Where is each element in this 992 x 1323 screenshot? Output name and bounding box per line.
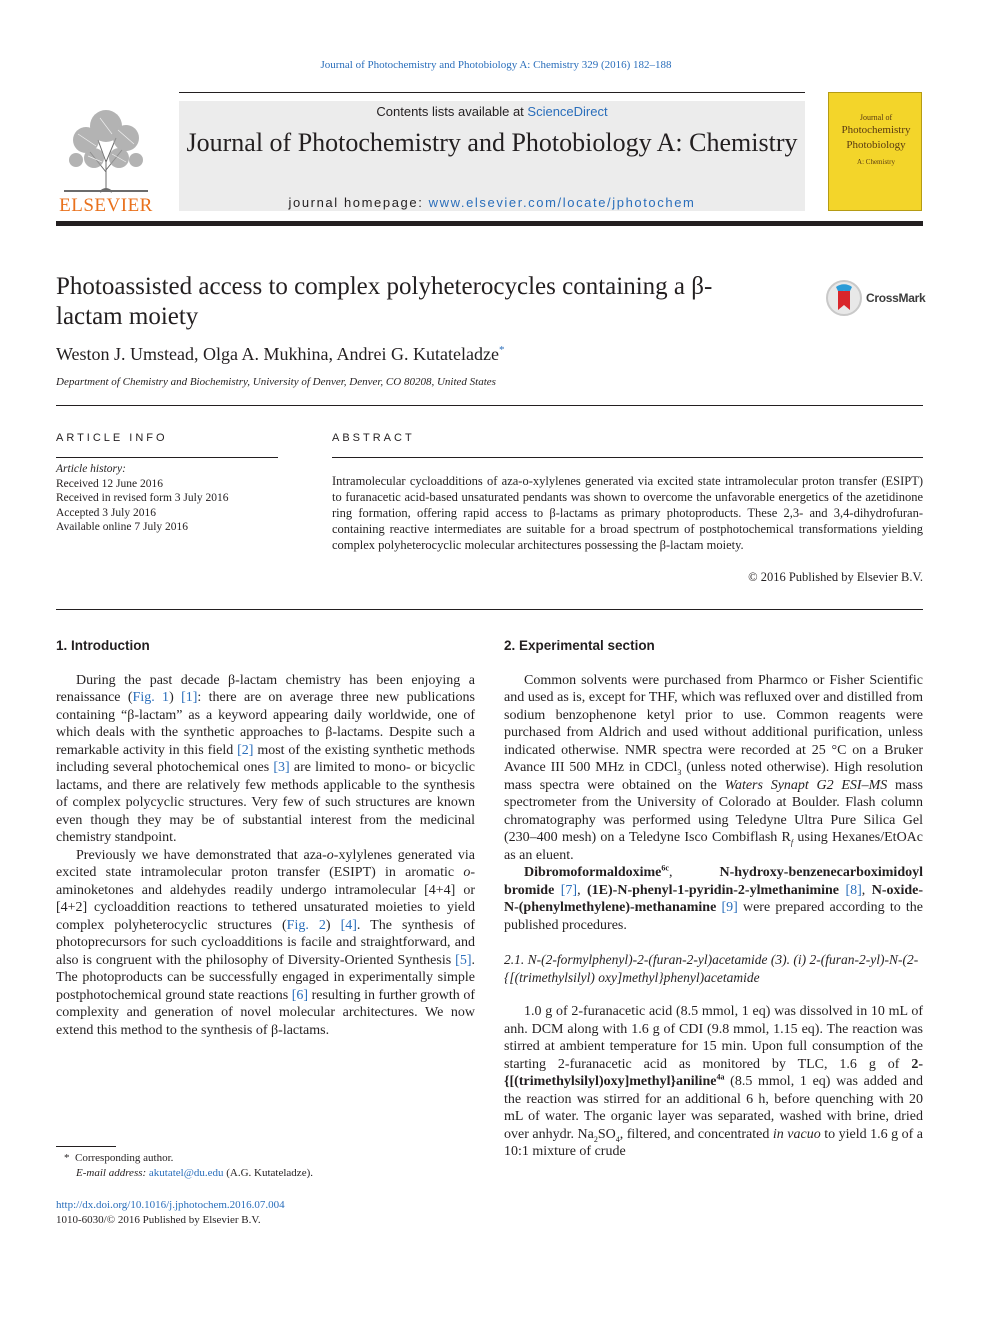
rf-subscript: f	[790, 837, 794, 847]
ref-5-link[interactable]: [5]	[455, 952, 472, 968]
bottom-identifiers	[56, 1198, 475, 1227]
revised-date: Received in revised form 3 July 2016	[56, 492, 229, 504]
ref-7-link[interactable]: [7]	[560, 882, 578, 898]
intro-p2-text-a: Previously we have demonstrated that aza-	[76, 847, 327, 863]
exp-p2-text-end: were prepared according to the published procedures.	[504, 900, 923, 933]
introduction-heading: 1. Introduction	[56, 638, 150, 653]
abstract-copyright: © 2016 Published by Elsevier B.V.	[748, 570, 923, 584]
abstract-text: Intramolecular cycloadditions of aza-o-xylylenes generated via excited state intramolecular proton transfer (ESIPT) to furanacetic acid-based unsaturated pendants was shown to overcome the unfavorable energetics of the azetidinone ring formation, offering rapid access to β-lactams as primary photoproducts. These 2,3- and 3,4-dihydrofuran-containing reactive intermediates are suitable for a broad spectrum of postphotochemical transformations yielding complex polyheterocyclic molecular architectures possessing the β-lactam moiety.	[332, 474, 923, 552]
footnote-mark: *	[64, 1152, 70, 1164]
authors-rule	[56, 405, 923, 406]
email-label: E-mail address:	[76, 1166, 149, 1179]
footnote	[56, 1151, 475, 1180]
intro-p2-text-d: )	[325, 917, 341, 933]
history-label: Article history:	[56, 463, 126, 475]
exp-p1-text-b: (unless noted otherwise). High resolution mass spectra were obtained on the	[504, 760, 923, 793]
intro-p2-text-c: -aminoketones and aldehydes readily undergo intramolecular [4+4] or [4+2] cycloaddition reactions to tethered unsaturated moieties to yield complex polyheterocyclic structures (	[56, 865, 475, 933]
cdcl3-subscript: 3	[677, 767, 682, 777]
exp-p1-text-a: Common solvents were purchased from Pharmco or Fisher Scientific and used as is, except for THF, which was refluxed over and distilled from sodium benzophenone ketyl prior to use. Common reagents were purchased from Aldrich and used without additional purification, unless indicated otherwise. NMR spectra were recorded at 25 °C on a Bruker Avance III 500 MHz in CDCl	[504, 672, 923, 775]
exp-p1-text-d: using Hexanes/EtOAc as an eluent.	[504, 830, 924, 863]
corresponding-author-note: Corresponding author.	[75, 1152, 174, 1164]
crossmark-label: CrossMark	[866, 291, 926, 305]
article-title: Photoassisted access to complex polyheterocycles containing a β-lactam moiety	[56, 273, 713, 330]
affiliation: Department of Chemistry and Biochemistry, University of Denver, Denver, CO 80208, United States	[56, 376, 496, 388]
intro-p1-text-d: most of the existing synthetic methods including several photochemical ones	[56, 742, 476, 775]
homepage-link[interactable]: www.elsevier.com/locate/jphotochem	[428, 195, 696, 210]
experimental-paragraph-3	[504, 1003, 923, 1161]
compound-1-ref-sup: 6c	[661, 863, 669, 873]
intro-p2-text-e: . The synthesis of photoprecursors for such cycloadditions is facile and straightforward, and also is congruent with the philosophy of Diversity-Oriented Synthesis	[56, 917, 475, 968]
journal-cover-thumbnail[interactable]	[828, 92, 922, 211]
ref-2-link[interactable]: [2]	[237, 742, 254, 758]
intro-p1-text-a: During the past decade β-lactam chemistry has been enjoying a renaissance (	[56, 672, 475, 705]
compound-methanamine-oxide: N-oxide-N-(phenylmethylene)-methanamine	[504, 882, 924, 915]
contents-prefix: Contents lists available at	[376, 104, 528, 119]
author-list	[56, 344, 756, 365]
header-thick-rule	[56, 221, 923, 226]
compound-methanimine: (1E)-N-phenyl-1-pyridin-2-ylmethanimine	[587, 882, 840, 898]
intro-p2-text-g: resulting in further growth of complexity and generation of novel molecular architectures. We now extend this method to the synthesis of β-lactams.	[56, 987, 475, 1038]
intro-paragraph-1	[56, 672, 475, 847]
journal-homepage	[179, 195, 805, 210]
homepage-prefix: journal homepage:	[288, 195, 429, 210]
cover-line-3: Photobiology	[846, 139, 906, 151]
exp-p3-text-c: , filtered, and concentrated	[619, 1126, 773, 1142]
footnote-rule	[56, 1146, 116, 1147]
doi-link[interactable]: http://dx.doi.org/10.1016/j.jphotochem.2016.07.004	[56, 1199, 285, 1211]
exp-p1-text-c: mass spectrometer from the University of Colorado at Boulder. Flash column chromatography was performed using Teledyne Ultra Pure Silica Gel (230–400 mesh) on a Teledyne Isco Combiflash R	[504, 777, 924, 845]
authors: Weston J. Umstead, Olga A. Mukhina, Andrei G. Kutateladze	[56, 344, 499, 364]
ref-4-link[interactable]: [4]	[340, 917, 357, 933]
online-date: Available online 7 July 2016	[56, 521, 189, 533]
article-info-heading: ARTICLE INFO	[56, 432, 168, 444]
na2-subscript: 2	[593, 1134, 598, 1144]
exp-p3-text-d: to yield 1.6 g of a 10:1 mixture of crude	[504, 1126, 923, 1159]
sulfate-so: SO	[597, 1126, 616, 1142]
citation-line[interactable]: Journal of Photochemistry and Photobiology A: Chemistry 329 (2016) 182–188	[320, 59, 672, 71]
abstract-bottom-rule	[56, 609, 923, 610]
subsection-heading-2-1: 2.1. N-(2-formylphenyl)-2-(furan-2-yl)acetamide (3). (i) 2-(furan-2-yl)-N-(2-{[(trimethylsilyl) oxy]methyl}phenyl)acetamide	[504, 952, 919, 985]
compound-aniline-ref-sup: 4a	[716, 1072, 725, 1082]
accepted-date: Accepted 3 July 2016	[56, 506, 156, 519]
cover-line-1: Journal of	[859, 113, 893, 122]
intro-p2-text-b: -xylylenes generated via excited state intramolecular proton transfer (ESIPT) in aromatic	[56, 847, 475, 880]
intro-p1-text-e: are limited to mono- or bicyclic lactams, and there are relatively few methods applicable to the synthesis of complex polycyclic structures. Very few of such structures are known even though they may be of substantial interest from the medicinal chemistry standpoint.	[56, 760, 475, 845]
compound-carboximidoyl-bromide: N-hydroxy-benzenecarboximidoyl bromide	[504, 865, 923, 898]
sciencedirect-link[interactable]: ScienceDirect	[527, 104, 608, 119]
intro-p2-ortho-2: o	[463, 865, 471, 880]
intro-p1-text-c: : there are on average three new publications containing “β-lactam” as a keyword appearing daily worldwide, one of which deals with the synthetic approaches to β-lactams. Despite such a remarkable activity in this field	[56, 690, 476, 758]
header-top-rule	[179, 92, 805, 93]
compound-dibromoformaldoxime: Dibromoformaldoxime	[524, 865, 662, 880]
cover-line-4: A: Chemistry	[857, 158, 895, 166]
experimental-heading: 2. Experimental section	[504, 638, 655, 653]
in-vacuo: in vacuo	[772, 1126, 821, 1142]
intro-paragraph-2	[56, 847, 475, 1040]
experimental-paragraph-2	[504, 864, 923, 934]
fig-1-link[interactable]: Fig. 1	[132, 690, 170, 705]
email-link[interactable]: akutatel@du.edu	[148, 1166, 224, 1179]
exp-p2-sep-1: ,	[668, 865, 720, 880]
so4-subscript: 4	[615, 1134, 620, 1144]
exp-p3-text-a: 1.0 g of 2-furanacetic acid (8.5 mmol, 1 eq) was dissolved in 10 mL of anh. DCM along with 1.6 g of CDI (9.8 mmol, 1.15 eq). The reaction was stirred at ambient temperature for 15 min. Upon full consumption of the starting 2-furanacetic acid as monitored by TLC, 1.6 g of	[504, 1004, 923, 1072]
abstract-rule	[332, 457, 923, 458]
article-history	[56, 462, 286, 535]
experimental-section	[504, 637, 923, 1161]
ref-1-link[interactable]: [1]	[181, 690, 198, 705]
exp-p2-sep-2: ,	[577, 882, 588, 898]
instrument-name: Waters Synapt G2 ESI–MS	[724, 777, 888, 793]
exp-p2-sep-3: ,	[861, 882, 872, 898]
experimental-paragraph-1	[504, 672, 923, 865]
introduction-section	[56, 637, 475, 1039]
intro-p1-text-b: )	[169, 690, 182, 705]
journal-title: Journal of Photochemistry and Photobiology A: Chemistry	[186, 128, 798, 157]
ref-3-link[interactable]: [3]	[273, 760, 290, 775]
intro-p2-ortho-1: o	[326, 847, 334, 863]
crossmark-icon	[825, 279, 863, 317]
intro-p2-text-f: . The photoproducts can be successfully engaged in experimentally simple postphotochemical ground state reactions	[56, 952, 475, 1003]
corresponding-author-mark[interactable]: *	[498, 344, 505, 356]
issn-line: 1010-6030/© 2016 Published by Elsevier B.V.	[56, 1213, 261, 1226]
ref-9-link[interactable]: [9]	[721, 900, 738, 915]
cover-line-2: Photochemistry	[841, 124, 911, 136]
contents-line	[179, 104, 805, 119]
elsevier-wordmark: ELSEVIER	[59, 195, 153, 216]
received-date: Received 12 June 2016	[56, 477, 163, 490]
compound-silyloxy-aniline: 2-{[(trimethylsilyl)oxy]methyl}aniline	[504, 1056, 923, 1089]
fig-2-link[interactable]: Fig. 2	[286, 917, 326, 933]
email-owner: (A.G. Kutateladze).	[223, 1166, 313, 1179]
crossmark-badge[interactable]	[825, 279, 925, 319]
ref-6-link[interactable]: [6]	[291, 987, 309, 1003]
article-info-rule	[56, 457, 278, 458]
exp-p3-text-b: (8.5 mmol, 1 eq) was added and the reaction was stirred for an additional 6 h, before quenching with 20 mL of water. The organic layer was separated, washed with brine, dried over anhydr. Na	[504, 1074, 923, 1142]
ref-8-link[interactable]: [8]	[845, 882, 862, 898]
abstract-heading: ABSTRACT	[332, 432, 415, 444]
